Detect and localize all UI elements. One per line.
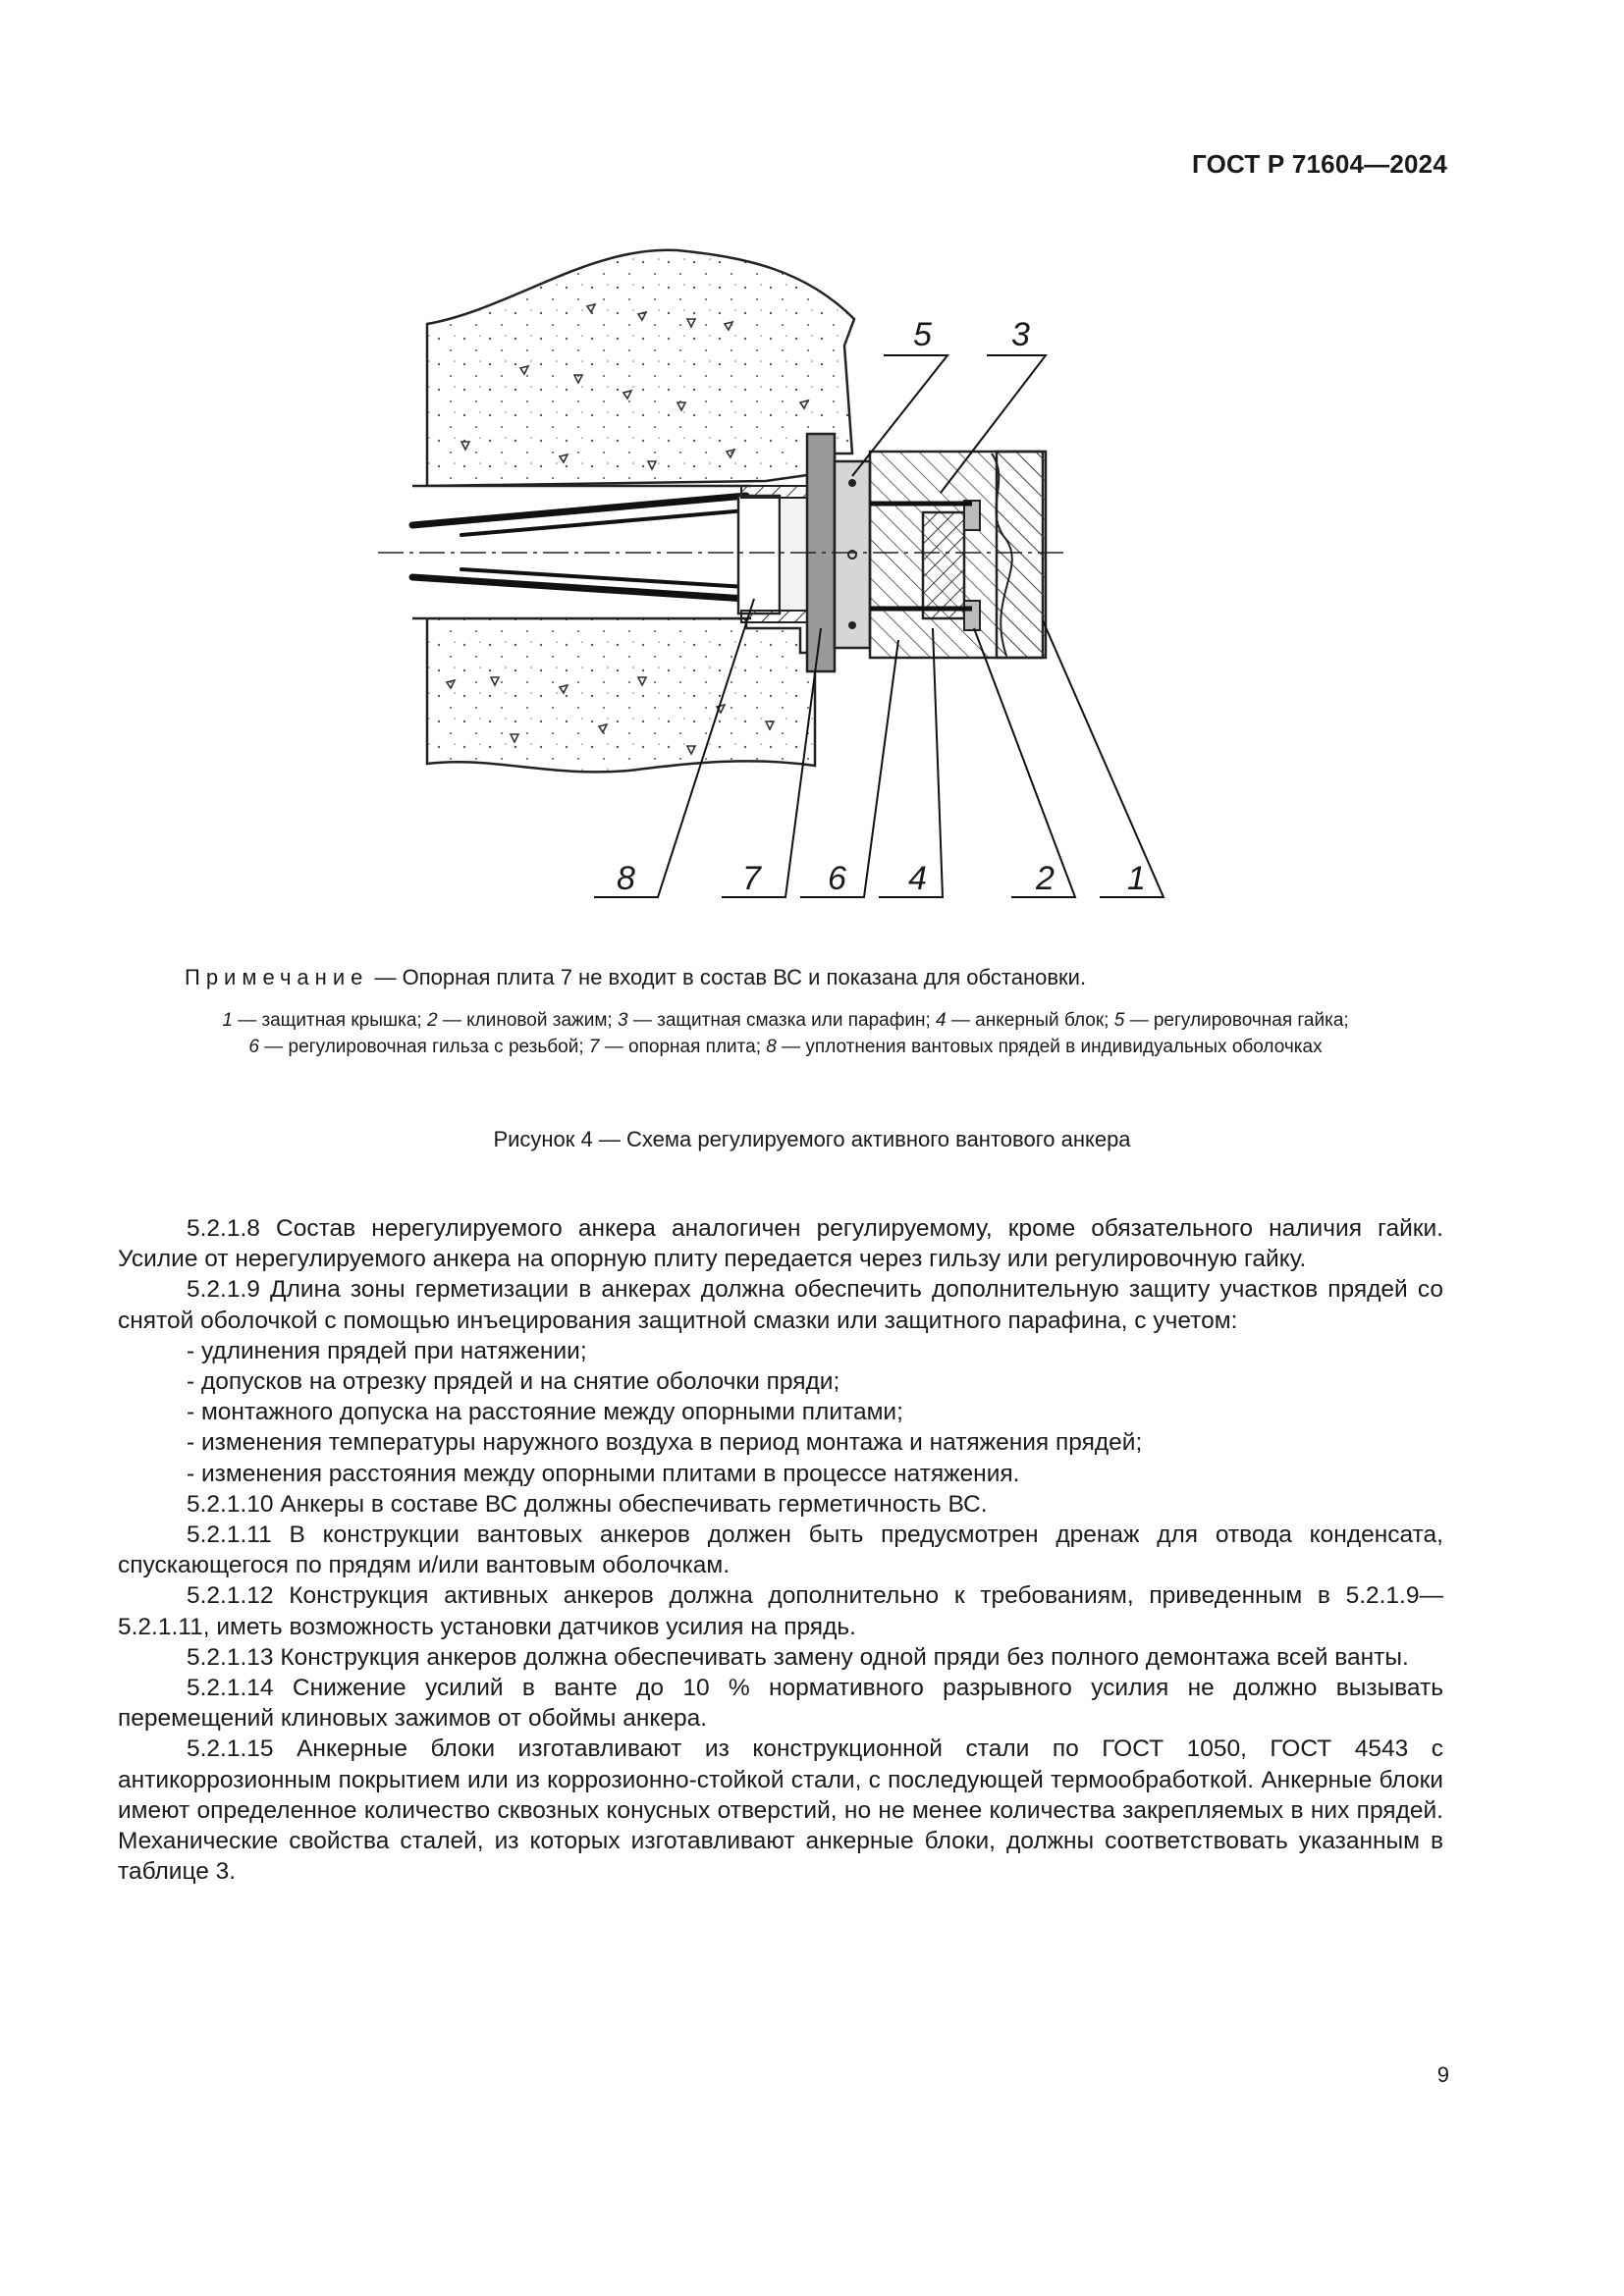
legend-text: — анкерный блок;	[950, 1010, 1110, 1031]
paragraph-5-2-1-15: 5.2.1.15 Анкерные блоки изготавливают из конструкционной стали по ГОСТ 1050, ГОСТ 4543 с антикоррозионным покрытием или из коррозионно-стойкой стали, с последующей термообработкой. Анкерные блоки имеют определенное количество сквозных конусных отверстий, но не менее количества закрепляемых в них прядей. Механические свойства сталей, из которых изготавливают анкерные блоки, должны соответствовать указанным в таблице 3.	[118, 1735, 1443, 1886]
callout-5: 5	[913, 316, 932, 353]
callout-6: 6	[828, 860, 846, 897]
callout-1: 1	[1127, 860, 1146, 897]
callout-3: 3	[1011, 316, 1030, 353]
callout-4: 4	[908, 860, 927, 897]
callout-8: 8	[617, 860, 635, 897]
legend-num: 1	[222, 1010, 233, 1031]
list-item: - изменения температуры наружного воздуха в период монтажа и натяжения прядей;	[187, 1429, 1143, 1457]
list-item: - удлинения прядей при натяжении;	[187, 1337, 587, 1364]
legend-text: — регулировочная гильза с резьбой;	[264, 1037, 584, 1057]
paragraph-5-2-1-13: 5.2.1.13 Конструкция анкеров должна обеспечивать замену одной пряди без полного демонтажа всей ванты.	[187, 1643, 1409, 1671]
note-prefix: Примечание	[185, 965, 369, 989]
paragraph-5-2-1-14: 5.2.1.14 Снижение усилий в ванте до 10 % нормативного разрывного усилия не должно вызывать перемещений клиновых зажимов от обоймы анкера.	[118, 1675, 1443, 1733]
protective-cap	[997, 452, 1046, 658]
figure-note	[185, 964, 1451, 991]
legend-text: — защитная смазка или парафин;	[632, 1010, 931, 1031]
adjusting-sleeve	[741, 486, 810, 498]
standard-code: ГОСТ Р 71604—2024	[1192, 149, 1447, 179]
body-text	[118, 1213, 1443, 1887]
callout-2: 2	[1036, 860, 1055, 897]
list-item: - монтажного допуска на расстояние между опорными плитами;	[187, 1399, 903, 1426]
concrete-upper	[427, 250, 854, 486]
anchor-diagram	[0, 0, 1624, 942]
concrete-lower	[427, 618, 815, 772]
list-item: - допусков на отрезку прядей и на снятие оболочки пряди;	[187, 1368, 840, 1396]
paragraph-5-2-1-11: 5.2.1.11 В конструкции вантовых анкеров должен быть предусмотрен дренаж для отвода конденсата, спускающегося по прядям и/или вантовым оболочкам.	[118, 1522, 1443, 1579]
figure-legend	[108, 1007, 1463, 1060]
strand-seal	[738, 496, 780, 614]
adjusting-nut	[835, 461, 870, 648]
legend-num: 4	[936, 1010, 947, 1031]
note-text: — Опорная плита 7 не входит в состав ВС и показана для обстановки.	[374, 965, 1087, 989]
legend-num: 7	[588, 1037, 600, 1057]
legend-text: — регулировочная гайка;	[1129, 1010, 1349, 1031]
legend-num: 8	[766, 1037, 777, 1057]
legend-text: — уплотнения вантовых прядей в индивидуальных оболочках	[782, 1037, 1323, 1057]
anchor-block	[923, 512, 964, 618]
legend-num: 3	[617, 1010, 628, 1031]
legend-text: — опорная плита;	[604, 1037, 761, 1057]
callout-7: 7	[742, 860, 761, 897]
paragraph-5-2-1-9: 5.2.1.9 Длина зоны герметизации в анкерах должна обеспечить дополнительную защиту участков прядей со снятой оболочкой с помощью инъецирования защитной смазки или защитного парафина, с учетом:	[118, 1276, 1443, 1334]
legend-num: 5	[1113, 1010, 1125, 1031]
paragraph-5-2-1-10: 5.2.1.10 Анкеры в составе ВС должны обеспечивать герметичность ВС.	[187, 1490, 988, 1518]
figure-caption: Рисунок 4 — Схема регулируемого активного вантового анкера	[493, 1127, 1131, 1151]
legend-num: 6	[248, 1037, 259, 1057]
sleeve-body	[780, 498, 809, 611]
paragraph-5-2-1-8: 5.2.1.8 Состав нерегулируемого анкера аналогичен регулируемому, кроме обязательного наличия гайки. Усилие от нерегулируемого анкера на опорную плиту передается через гильзу или регулировочную гайку.	[118, 1215, 1443, 1273]
page-number: 9	[1436, 2062, 1449, 2087]
legend-num: 2	[426, 1010, 438, 1031]
list-item: - изменения расстояния между опорными плитами в процессе натяжения.	[187, 1460, 1020, 1487]
legend-text: — защитная крышка;	[238, 1010, 422, 1031]
legend-text: — клиновой зажим;	[442, 1010, 613, 1031]
paragraph-5-2-1-12: 5.2.1.12 Конструкция активных анкеров должна дополнительно к требованиям, приведенным в 5.2.1.9—5.2.1.11, иметь возможность установки датчиков усилия на прядь.	[118, 1582, 1443, 1640]
